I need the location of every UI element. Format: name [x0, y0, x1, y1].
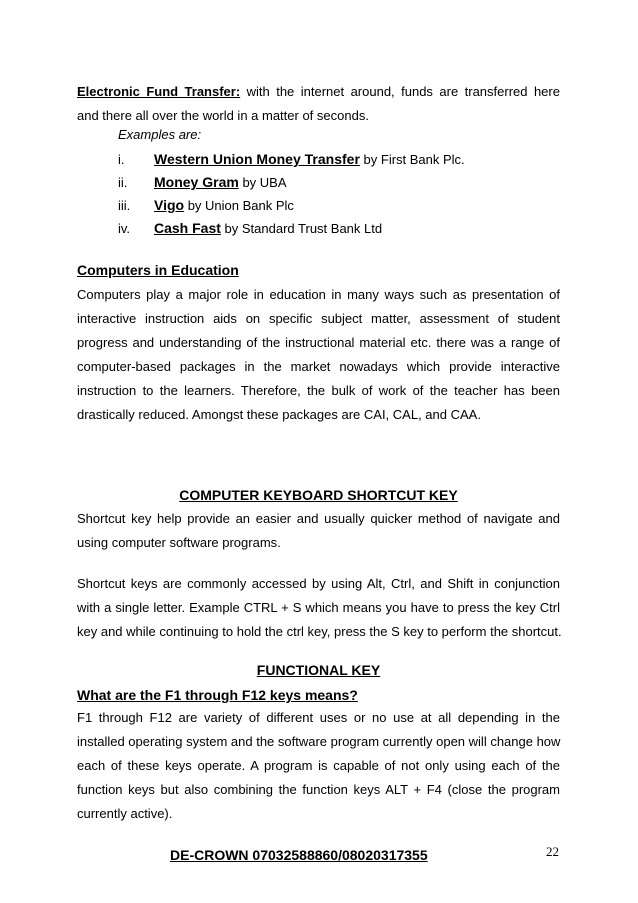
shortcut-paragraph-1 [77, 507, 560, 555]
list-item-name: Western Union Money Transfer [154, 151, 360, 167]
functional-line: function keys but also combining the function keys ALT + F4 (close the program [77, 782, 560, 797]
education-line: drastically reduced. Amongst these packages are CAI, CAL, and CAA. [77, 407, 481, 422]
list-item [118, 193, 294, 218]
footer-text: DE-CROWN 07032588860/08020317355 [170, 847, 428, 863]
page-number: 22 [546, 844, 559, 859]
list-item-provider: by UBA [242, 175, 287, 190]
list-item-number: iv. [118, 221, 131, 236]
list-item-name: Money Gram [154, 174, 239, 190]
shortcut-heading: COMPUTER KEYBOARD SHORTCUT KEY [179, 487, 458, 503]
functional-heading: FUNCTIONAL KEY [256, 662, 381, 678]
eft-line-2: and there all over the world in a matter of seconds. [77, 108, 369, 123]
list-item [118, 170, 287, 195]
functional-subheading: What are the F1 through F12 keys means? [77, 687, 358, 703]
shortcut-line: with a single letter. Example CTRL + S which means you have to press the key Ctrl [77, 600, 560, 615]
education-paragraph [77, 283, 560, 427]
shortcut-line: key and while continuing to hold the ctrl key, press the S key to perform the shortcut. [77, 624, 562, 639]
eft-title: Electronic Fund Transfer: [77, 84, 241, 99]
education-line: computer-based packages in the market nowadays which provide interactive [77, 359, 560, 374]
eft-line-1-rest: with the internet around, funds are transferred here [246, 84, 560, 99]
list-item-name: Vigo [154, 197, 185, 213]
education-line: Computers play a major role in education in many ways such as presentation of [77, 287, 560, 302]
education-heading: Computers in Education [77, 262, 239, 278]
list-item-name: Cash Fast [154, 220, 221, 236]
functional-line: currently active). [77, 806, 173, 821]
education-line: interactive instruction aids on specific subject matter, assessment of student [77, 311, 560, 326]
functional-line: each of these keys operate. A program is capable of not only using each of the [77, 758, 560, 773]
functional-paragraph [77, 706, 560, 826]
shortcut-line: Shortcut key help provide an easier and usually quicker method of navigate and [77, 511, 560, 526]
eft-paragraph [77, 80, 560, 128]
list-item-provider: by First Bank Plc. [363, 152, 465, 167]
list-item-provider: by Union Bank Plc [187, 198, 294, 213]
examples-label: Examples are: [118, 127, 202, 142]
list-item-number: i. [118, 152, 125, 167]
education-line: progress and understanding of the instructional material etc. there was a range of [77, 335, 560, 350]
list-item [118, 216, 382, 241]
shortcut-line: Shortcut keys are commonly accessed by using Alt, Ctrl, and Shift in conjunction [77, 576, 560, 591]
shortcut-line: using computer software programs. [77, 535, 281, 550]
list-item-number: ii. [118, 175, 128, 190]
functional-line: F1 through F12 are variety of different uses or no use at all depending in the [77, 710, 560, 725]
education-line: instruction to the learners. Therefore, the bulk of work of the teacher has been [77, 383, 560, 398]
list-item-provider: by Standard Trust Bank Ltd [224, 221, 383, 236]
eft-line-1 [77, 80, 560, 104]
list-item [118, 147, 465, 172]
functional-line: installed operating system and the software program currently open will change how [77, 734, 561, 749]
list-item-number: iii. [118, 198, 131, 213]
shortcut-paragraph-2 [77, 572, 560, 644]
